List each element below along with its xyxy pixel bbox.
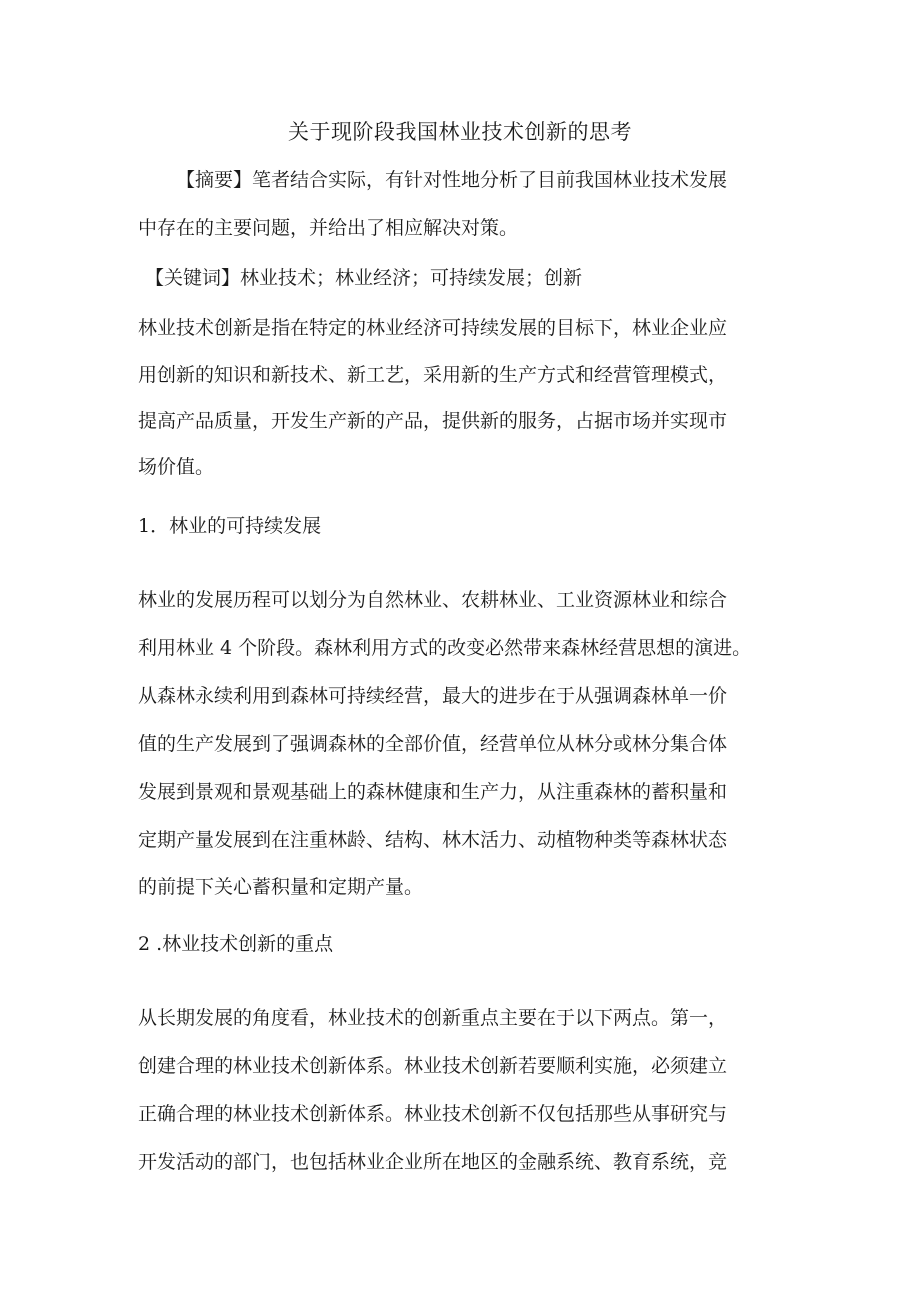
section-1-line: 林业的发展历程可以划分为自然林业、农耕林业、工业资源林业和综合 bbox=[138, 589, 728, 611]
section-1-line: 的前提下关心蓄积量和定期产量。 bbox=[138, 876, 424, 898]
abstract-line: 【摘要】笔者结合实际，有针对性地分析了目前我国林业技术发展 bbox=[176, 169, 728, 191]
abstract-line: 中存在的主要问题，并给出了相应解决对策。 bbox=[138, 217, 519, 239]
section-2-line: 从长期发展的角度看，林业技术的创新重点主要在于以下两点。第一， bbox=[138, 1007, 728, 1029]
section-1-heading: 1．林业的可持续发展 bbox=[138, 515, 322, 537]
section-1-line: 定期产量发展到在注重林龄、结构、林木活力、动植物种类等森林状态 bbox=[138, 829, 728, 851]
intro-line: 林业技术创新是指在特定的林业经济可持续发展的目标下，林业企业应 bbox=[138, 317, 728, 339]
document-title: 关于现阶段我国林业技术创新的思考 bbox=[288, 120, 632, 144]
section-1-line: 利用林业 4 个阶段。森林利用方式的改变必然带来森林经营思想的演进。 bbox=[138, 637, 752, 659]
intro-line: 提高产品质量，开发生产新的产品，提供新的服务，占据市场并实现市 bbox=[138, 410, 728, 432]
section-1-line: 值的生产发展到了强调森林的全部价值，经营单位从林分或林分集合体 bbox=[138, 733, 728, 755]
intro-line: 场价值。 bbox=[138, 456, 215, 478]
intro-line: 用创新的知识和新技术、新工艺，采用新的生产方式和经营管理模式， bbox=[138, 364, 728, 386]
section-2-line: 创建合理的林业技术创新体系。林业技术创新若要顺利实施，必须建立 bbox=[138, 1055, 728, 1077]
section-1-line: 从森林永续利用到森林可持续经营，最大的进步在于从强调森林单一价 bbox=[138, 685, 728, 707]
section-1-line: 发展到景观和景观基础上的森林健康和生产力，从注重森林的蓄积量和 bbox=[138, 781, 728, 803]
section-2-line: 开发活动的部门，也包括林业企业所在地区的金融系统、教育系统，竞 bbox=[138, 1151, 728, 1173]
section-2-heading: 2 .林业技术创新的重点 bbox=[138, 933, 334, 955]
section-2-line: 正确合理的林业技术创新体系。林业技术创新不仅包括那些从事研究与 bbox=[138, 1103, 728, 1125]
keywords-line: 【关键词】林业技术；林业经济；可持续发展；创新 bbox=[145, 267, 583, 289]
